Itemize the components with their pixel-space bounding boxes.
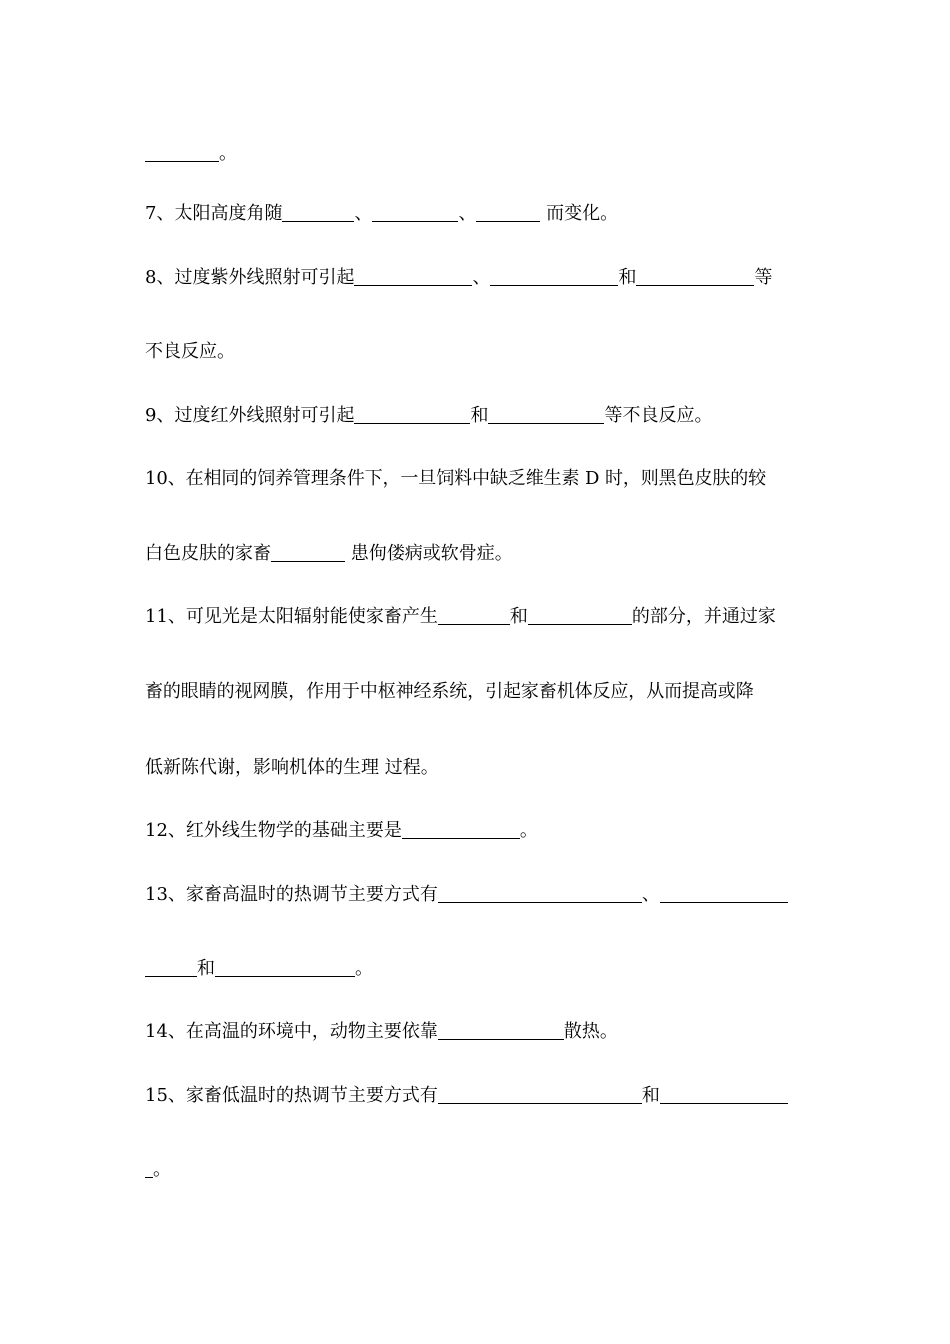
conjunction: 和: [509, 606, 528, 627]
answer-blank[interactable]: [145, 958, 197, 977]
question-text: 等: [754, 267, 773, 288]
question-text: 11、可见光是太阳辐射能使家畜产生: [145, 606, 438, 627]
separator: 、: [641, 884, 660, 905]
question-11-continuation-2: [145, 756, 810, 780]
conjunction: 和: [618, 267, 637, 288]
question-text: 7、太阳高度角随: [145, 203, 283, 224]
answer-blank[interactable]: [476, 203, 540, 222]
question-text: 低新陈代谢，影响机体的生理 过程。: [145, 757, 439, 778]
question-15-continuation: [145, 1158, 810, 1182]
question-text: 畜的眼睛的视网膜，作用于中枢神经系统，引起家畜机体反应，从而提高或降: [145, 681, 754, 702]
question-text: 白色皮肤的家畜: [145, 543, 271, 564]
question-13-continuation: [145, 957, 810, 981]
answer-blank[interactable]: [282, 203, 354, 222]
answer-blank[interactable]: [215, 958, 355, 977]
answer-blank[interactable]: [438, 884, 642, 903]
conjunction: 和: [470, 405, 489, 426]
separator: 、: [354, 203, 373, 224]
answer-blank[interactable]: [438, 1085, 642, 1104]
answer-blank[interactable]: [660, 1085, 788, 1104]
answer-blank[interactable]: [402, 820, 520, 839]
conjunction: 和: [641, 1085, 660, 1106]
question-text: 的部分，并通过家: [631, 606, 776, 627]
separator: 、: [472, 267, 491, 288]
question-14: [145, 1020, 810, 1044]
question-text: 10、在相同的饲养管理条件下，一旦饲料中缺乏维生素 D 时，则黑色皮肤的较: [145, 468, 767, 489]
question-text: 。: [519, 820, 538, 841]
answer-blank[interactable]: [145, 1159, 153, 1178]
answer-blank[interactable]: [354, 267, 472, 286]
question-9: [145, 404, 810, 428]
question-text: 13、家畜高温时的热调节主要方式有: [145, 884, 438, 905]
question-7: [145, 202, 810, 226]
question-6-continuation: [145, 142, 810, 166]
question-11: [145, 605, 810, 629]
question-text: 。: [153, 1159, 171, 1180]
question-13: [145, 883, 810, 907]
conjunction: 和: [197, 958, 215, 979]
separator: 、: [458, 203, 477, 224]
question-text: 9、过度红外线照射可引起: [145, 405, 355, 426]
answer-blank[interactable]: [438, 606, 510, 625]
answer-blank[interactable]: [636, 267, 754, 286]
answer-blank[interactable]: [372, 203, 458, 222]
answer-blank[interactable]: [488, 405, 604, 424]
question-10-continuation: [145, 542, 810, 566]
answer-blank[interactable]: [528, 606, 632, 625]
question-text: 。: [355, 958, 373, 979]
question-text: 而变化。: [540, 203, 619, 224]
question-8: [145, 266, 810, 290]
question-text: 14、在高温的环境中，动物主要依靠: [145, 1021, 438, 1042]
answer-blank[interactable]: [271, 543, 345, 562]
question-10: [145, 467, 810, 491]
question-text: 8、过度紫外线照射可引起: [145, 267, 355, 288]
question-text: 散热。: [563, 1021, 618, 1042]
answer-blank[interactable]: [354, 405, 470, 424]
answer-blank[interactable]: [145, 143, 219, 162]
question-12: [145, 819, 810, 843]
question-15: [145, 1084, 810, 1108]
question-text: 12、红外线生物学的基础主要是: [145, 820, 402, 841]
question-text: 15、家畜低温时的热调节主要方式有: [145, 1085, 438, 1106]
question-text: 不良反应。: [145, 341, 235, 362]
answer-blank[interactable]: [490, 267, 618, 286]
answer-blank[interactable]: [660, 884, 788, 903]
text: 。: [219, 143, 237, 164]
question-11-continuation: [145, 680, 810, 704]
question-text: 患佝偻病或软骨症。: [345, 543, 513, 564]
question-text: 等不良反应。: [604, 405, 713, 426]
question-8-continuation: [145, 340, 810, 364]
answer-blank[interactable]: [438, 1021, 564, 1040]
